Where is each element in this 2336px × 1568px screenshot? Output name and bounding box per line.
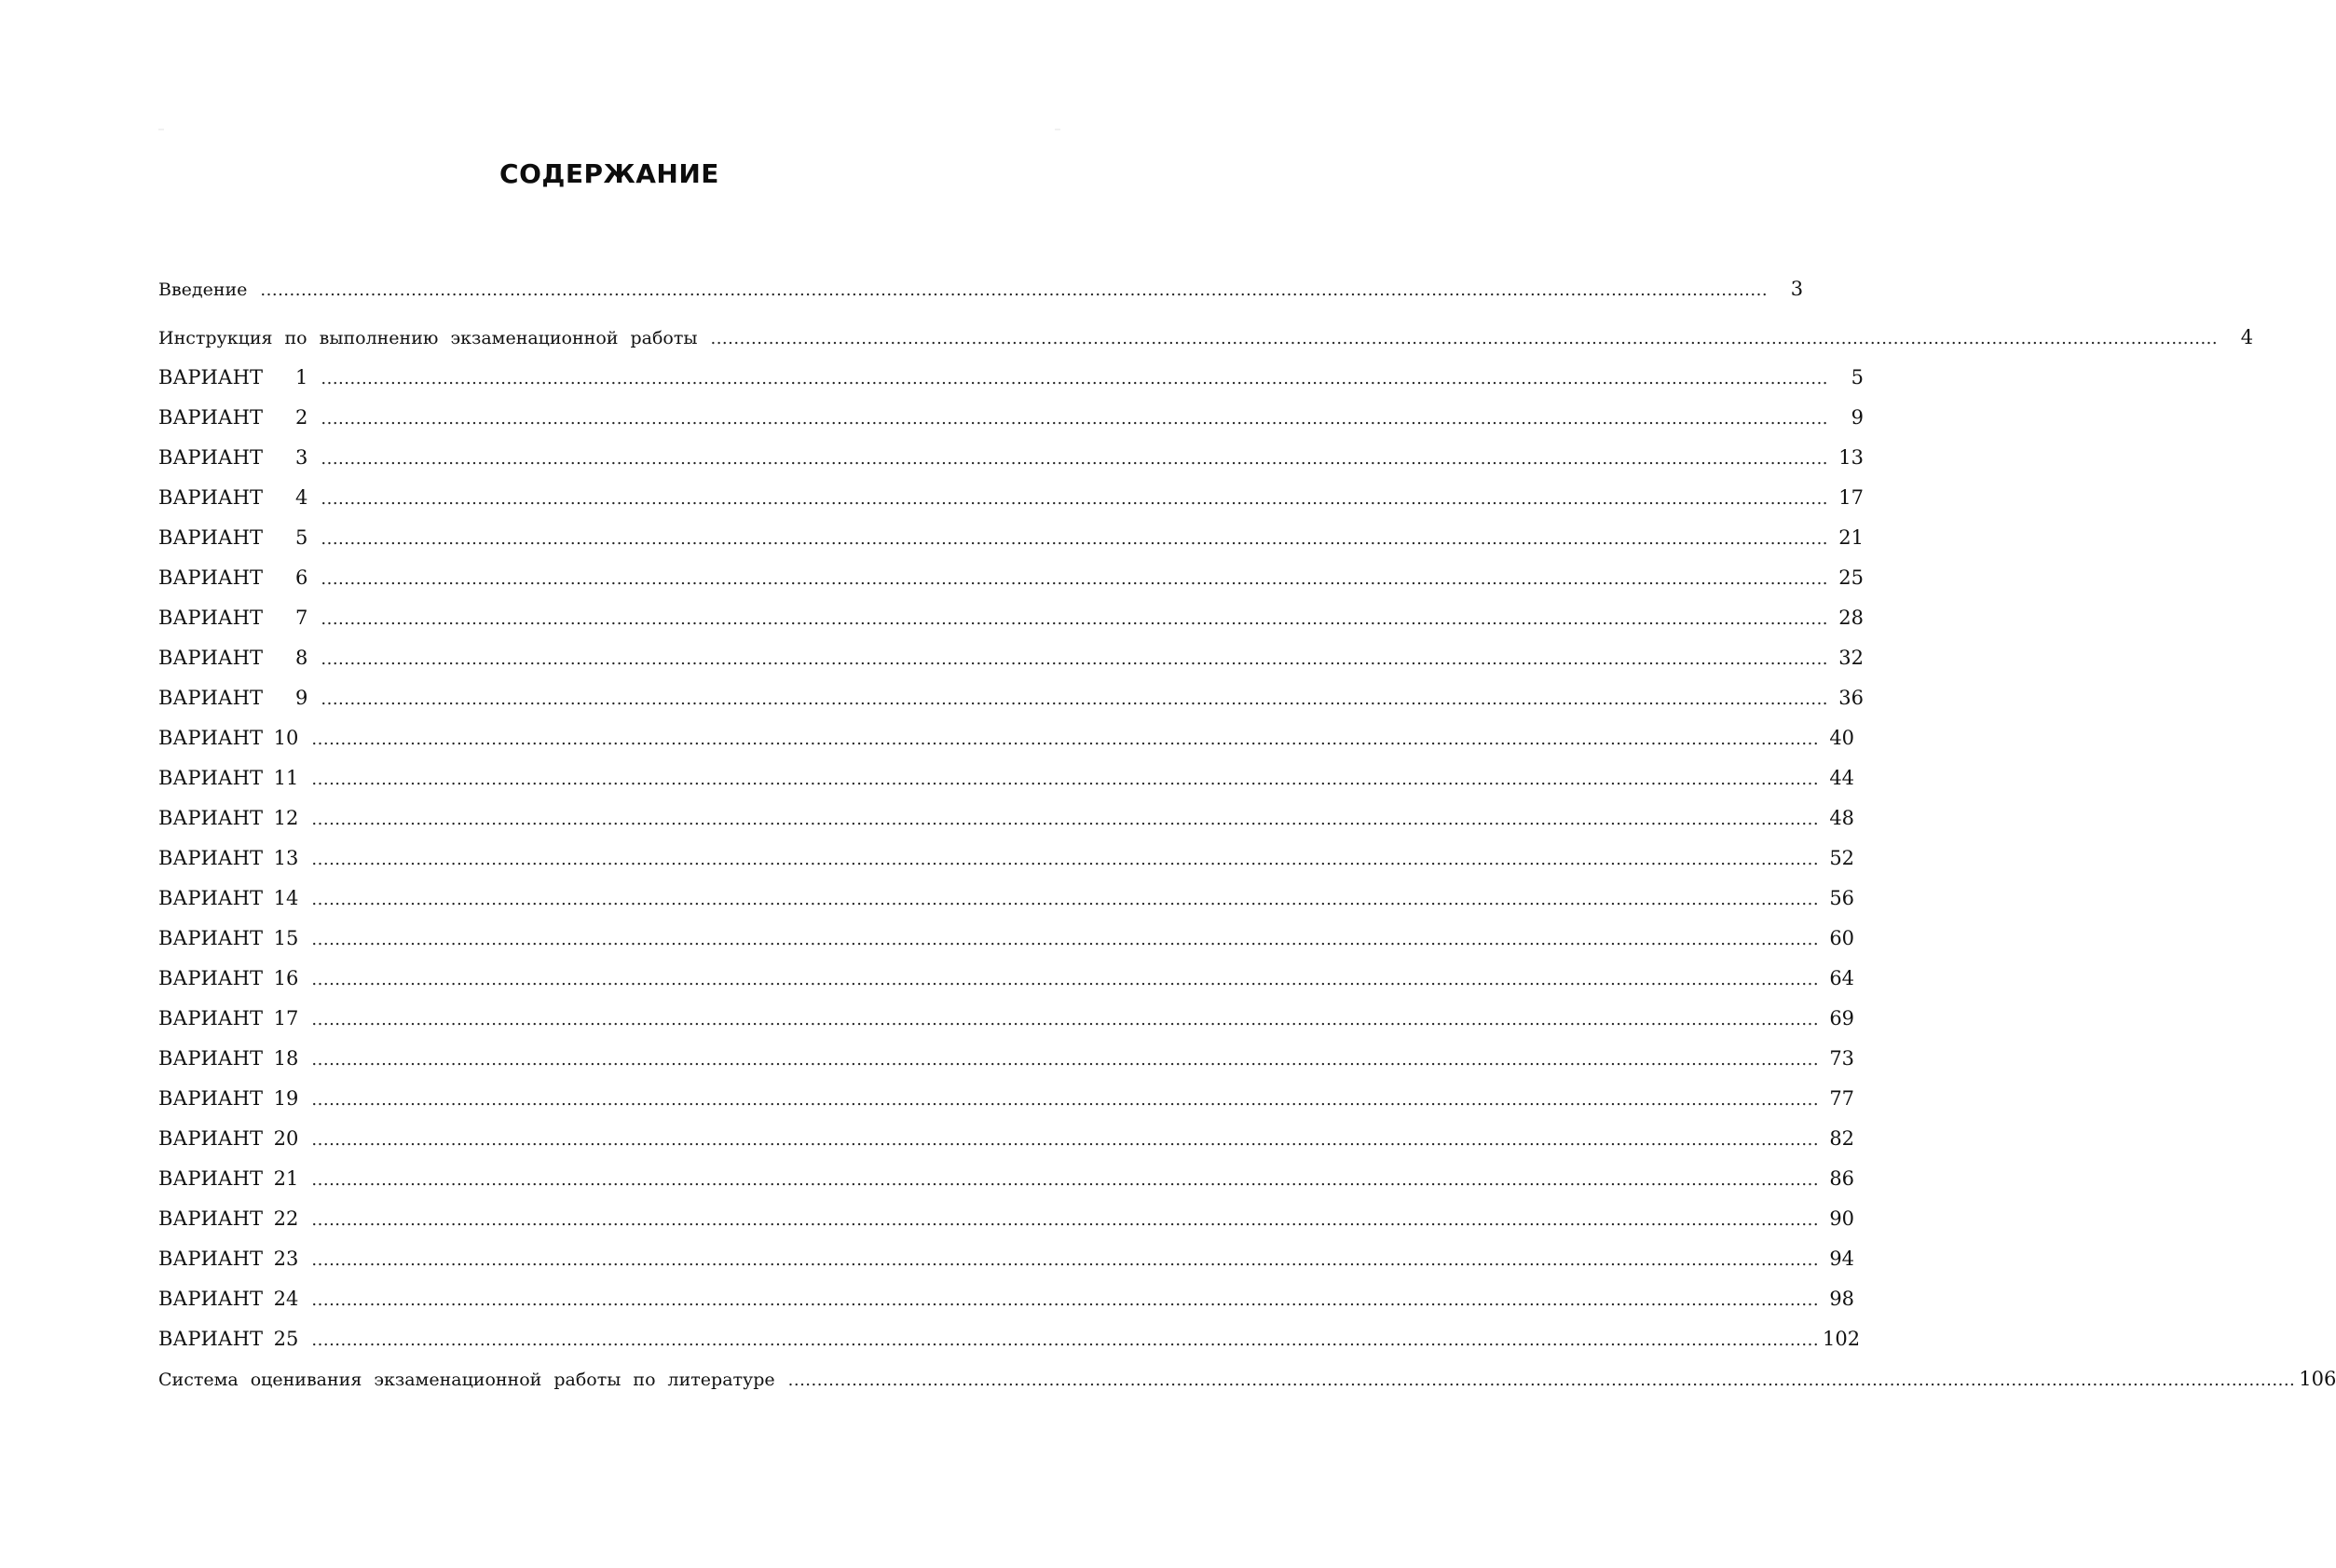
toc-entry-page: 82 bbox=[1829, 1127, 1855, 1150]
toc-leader-dots: .................................................................................................................................................................................................................................................................... bbox=[311, 1210, 1820, 1230]
toc-entry-page: 13 bbox=[1838, 446, 1865, 469]
toc-entry bbox=[158, 439, 1865, 476]
toc-leader-dots: .................................................................................................................................................................................................................................................................... bbox=[311, 1050, 1820, 1070]
toc-entry bbox=[158, 679, 1865, 716]
toc-entry bbox=[158, 1280, 1855, 1317]
toc-entry bbox=[158, 359, 1865, 396]
toc-entry bbox=[158, 759, 1855, 797]
toc-entry-label: ВАРИАНТ 2 bbox=[158, 406, 308, 429]
toc-entry-label: ВАРИАНТ 7 bbox=[158, 607, 308, 629]
toc-entry-label: ВАРИАНТ 6 bbox=[158, 566, 308, 589]
toc-entry bbox=[158, 559, 1865, 596]
toc-leader-dots: .................................................................................................................................................................................................................................................................... bbox=[311, 1250, 1820, 1270]
toc-entry-label: ВАРИАНТ 24 bbox=[158, 1288, 299, 1310]
toc-entry bbox=[158, 1080, 1855, 1117]
toc-entry-label: ВАРИАНТ 5 bbox=[158, 526, 308, 549]
toc-entry-label: ВАРИАНТ 11 bbox=[158, 767, 299, 789]
toc-entry-label: ВАРИАНТ 14 bbox=[158, 887, 299, 909]
toc-entry-label: ВАРИАНТ 4 bbox=[158, 486, 308, 509]
toc-entry-page: 64 bbox=[1829, 967, 1855, 989]
toc-entry bbox=[158, 479, 1865, 516]
toc-leader-dots: .................................................................................................................................................................................................................................................................... bbox=[311, 1130, 1820, 1150]
toc-entry-label: Инструкция по выполнению экзаменационной работы bbox=[158, 328, 698, 348]
toc-entry-page: 4 bbox=[2240, 326, 2254, 348]
toc-entry-page: 3 bbox=[1790, 278, 1804, 300]
document-page bbox=[158, 121, 2336, 1425]
toc-entry-page: 106 bbox=[2299, 1368, 2336, 1390]
toc-entry-label: ВАРИАНТ 8 bbox=[158, 647, 308, 669]
toc-entry bbox=[158, 1320, 1861, 1357]
toc-entry bbox=[158, 519, 1865, 556]
toc-entry bbox=[158, 719, 1855, 757]
toc-leader-dots: .................................................................................................................................................................................................................................................................... bbox=[311, 850, 1820, 869]
toc-leader-dots: .................................................................................................................................................................................................................................................................... bbox=[311, 1170, 1820, 1190]
toc-entry bbox=[158, 1000, 1855, 1037]
toc-entry-page: 48 bbox=[1829, 807, 1855, 829]
toc-entry bbox=[158, 639, 1865, 676]
toc-entry-page: 28 bbox=[1838, 607, 1865, 629]
toc-leader-dots: .................................................................................................................................................................................................................................................................... bbox=[311, 1290, 1820, 1310]
page-corner-mark bbox=[1055, 129, 1060, 130]
toc-leader-dots: .................................................................................................................................................................................................................................................................... bbox=[321, 609, 1829, 629]
toc-entry-label: ВАРИАНТ 15 bbox=[158, 927, 299, 949]
toc-entry-page: 32 bbox=[1838, 647, 1865, 669]
toc-entry-page: 73 bbox=[1829, 1047, 1855, 1070]
toc-entry-label: ВАРИАНТ 9 bbox=[158, 687, 308, 709]
toc-entry-label: ВАРИАНТ 12 bbox=[158, 807, 299, 829]
toc-entry-label: ВАРИАНТ 17 bbox=[158, 1007, 299, 1029]
toc-entry-label: Введение bbox=[158, 280, 248, 300]
toc-entry-page: 98 bbox=[1829, 1288, 1855, 1310]
toc-entry bbox=[158, 1120, 1855, 1157]
toc-entry-page: 102 bbox=[1823, 1328, 1861, 1350]
toc-leader-dots: .................................................................................................................................................................................................................................................................... bbox=[321, 489, 1829, 509]
toc-entry-page: 94 bbox=[1829, 1248, 1855, 1270]
toc-entry-label: ВАРИАНТ 20 bbox=[158, 1127, 299, 1150]
toc-entry-page: 90 bbox=[1829, 1207, 1855, 1230]
toc-leader-dots: .................................................................................................................................................................................................................................................................... bbox=[311, 1330, 1820, 1350]
toc-entry-label: ВАРИАНТ 19 bbox=[158, 1087, 299, 1110]
toc-entry bbox=[158, 1040, 1855, 1077]
toc-entry-label: ВАРИАНТ 13 bbox=[158, 847, 299, 869]
toc-entry-label: ВАРИАНТ 16 bbox=[158, 967, 299, 989]
toc-entry bbox=[158, 599, 1865, 636]
toc-leader-dots: .................................................................................................................................................................................................................................................................... bbox=[321, 689, 1829, 709]
toc-leader-dots: .................................................................................................................................................................................................................................................................... bbox=[321, 369, 1829, 389]
toc-entry-page: 17 bbox=[1838, 486, 1865, 509]
toc-entry bbox=[158, 920, 1855, 957]
toc-entry-page: 40 bbox=[1829, 727, 1855, 749]
toc-leader-dots: .................................................................................................................................................................................................................................................................... bbox=[321, 569, 1829, 589]
toc-leader-dots: .................................................................................................................................................................................................................................................................... bbox=[311, 729, 1820, 749]
toc-entry-page: 36 bbox=[1838, 687, 1865, 709]
toc-entry bbox=[158, 839, 1855, 877]
toc-leader-dots: .................................................................................................................................................................................................................................................................... bbox=[311, 770, 1820, 789]
toc-entry bbox=[158, 960, 1855, 997]
toc-leader-dots: .................................................................................................................................................................................................................................................................... bbox=[311, 1010, 1820, 1029]
toc-leader-dots: .................................................................................................................................................................................................................................................................... bbox=[311, 930, 1820, 949]
toc-entry bbox=[158, 1200, 1855, 1237]
toc-entry-label: ВАРИАНТ 22 bbox=[158, 1207, 299, 1230]
toc-entry bbox=[158, 399, 1865, 436]
toc-entry-label: ВАРИАНТ 23 bbox=[158, 1248, 299, 1270]
toc-entry-label: ВАРИАНТ 21 bbox=[158, 1167, 299, 1190]
toc-entry bbox=[158, 1240, 1855, 1277]
toc-entry-page: 21 bbox=[1838, 526, 1865, 549]
toc-entry bbox=[158, 1360, 2336, 1398]
toc-leader-dots: .................................................................................................................................................................................................................................................................... bbox=[321, 529, 1829, 549]
toc-leader-dots: .................................................................................................................................................................................................................................................................... bbox=[710, 329, 2219, 348]
toc-entry-label: ВАРИАНТ 25 bbox=[158, 1328, 299, 1350]
toc-entry bbox=[158, 1160, 1855, 1197]
toc-leader-dots: .................................................................................................................................................................................................................................................................... bbox=[311, 970, 1820, 989]
toc-entry-label: Система оценивания экзаменационной работы по литературе bbox=[158, 1370, 775, 1390]
toc-leader-dots: .................................................................................................................................................................................................................................................................... bbox=[321, 409, 1829, 429]
toc-entry bbox=[158, 799, 1855, 837]
toc-leader-dots: .................................................................................................................................................................................................................................................................... bbox=[311, 810, 1820, 829]
toc-entry-page: 25 bbox=[1838, 566, 1865, 589]
page-corner-mark bbox=[158, 129, 164, 130]
toc-entry-page: 69 bbox=[1829, 1007, 1855, 1029]
toc-entry-label: ВАРИАНТ 1 bbox=[158, 366, 308, 389]
toc-leader-dots: .................................................................................................................................................................................................................................................................... bbox=[321, 449, 1829, 469]
toc-leader-dots: .................................................................................................................................................................................................................................................................... bbox=[311, 1090, 1820, 1110]
toc-entry-label: ВАРИАНТ 10 bbox=[158, 727, 299, 749]
toc-entry-label: ВАРИАНТ 3 bbox=[158, 446, 308, 469]
toc-entry bbox=[158, 270, 1804, 307]
toc-entry-page: 56 bbox=[1829, 887, 1855, 909]
toc-leader-dots: .................................................................................................................................................................................................................................................................... bbox=[321, 649, 1829, 669]
toc-entry bbox=[158, 879, 1855, 917]
page-title: СОДЕРЖАНИЕ bbox=[499, 158, 719, 189]
toc-entry bbox=[158, 319, 2254, 356]
toc-entry-page: 9 bbox=[1851, 406, 1865, 429]
toc-entry-page: 5 bbox=[1851, 366, 1865, 389]
toc-leader-dots: .................................................................................................................................................................................................................................................................... bbox=[311, 890, 1820, 909]
toc-entry-label: ВАРИАНТ 18 bbox=[158, 1047, 299, 1070]
toc-entry-page: 52 bbox=[1829, 847, 1855, 869]
toc-entry-page: 60 bbox=[1829, 927, 1855, 949]
toc-leader-dots: .................................................................................................................................................................................................................................................................... bbox=[260, 280, 1769, 300]
toc-leader-dots: .................................................................................................................................................................................................................................................................... bbox=[787, 1370, 2296, 1390]
toc-entry-page: 77 bbox=[1829, 1087, 1855, 1110]
toc-entry-page: 86 bbox=[1829, 1167, 1855, 1190]
toc-entry-page: 44 bbox=[1829, 767, 1855, 789]
